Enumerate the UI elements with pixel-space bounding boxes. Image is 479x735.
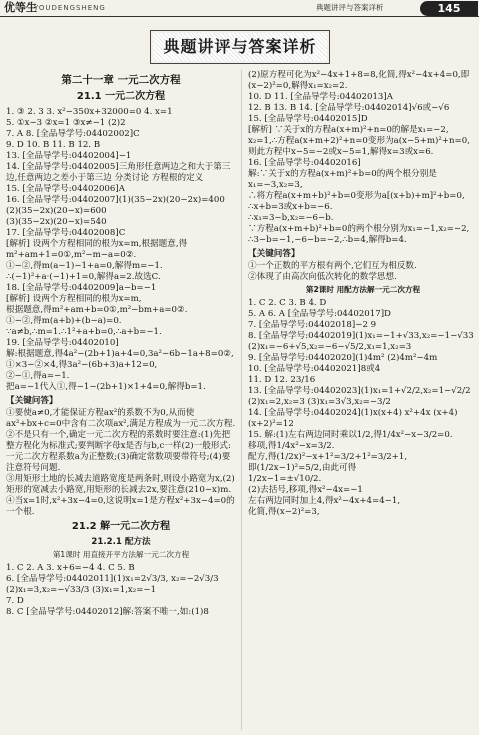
running-header bbox=[0, 0, 479, 17]
answer-line: 9. D 10. B 11. B 12. B bbox=[6, 140, 101, 151]
answer-line: (2)(35−2x)(20−x)=600 bbox=[6, 206, 107, 217]
answer-line: 14. [全品导学号:04402005]三角形任意两边之和大于第三边,任意两边之差小于第三边 分类讨论 方程根的定义 bbox=[6, 162, 231, 184]
answer-line: 15. 解:(1)左右两边同时乘以1/2,得1/4x²−x−3/2=0. bbox=[248, 429, 453, 440]
lesson-title: 第2课时 用配方法解一元二次方程 bbox=[305, 285, 421, 294]
answer-line: 7. [全品导学号:04402018]−2 9 bbox=[248, 319, 377, 330]
key-qa-list bbox=[6, 408, 236, 518]
answer-line: 9. [全品导学号:04402020](1)4m² (2)4m²−4m bbox=[248, 352, 438, 363]
answer-line: [解析] ∵关于x的方程a(x+m)²+n=0的解是x₁=−2, bbox=[248, 125, 449, 135]
answer-line: 15. [全品导学号:04402015]D bbox=[248, 114, 368, 124]
answer-line: 17. [全品导学号:04402008]C bbox=[6, 228, 126, 239]
answer-line: 19. [全品导学号:04402010] bbox=[6, 338, 119, 349]
answer-line: 10. D 11. [全品导学号:04402013]A bbox=[248, 92, 393, 102]
banner-title: 典题讲评与答案详析 bbox=[153, 33, 327, 61]
answer-line: ①−②,得m(a−1)−1+a=0,解得m=−1. bbox=[6, 261, 163, 272]
right-column bbox=[248, 70, 478, 730]
answer-line: (2)x₁=3,x₂=−√33/3 (3)x₁=1,x₂=−1 bbox=[6, 584, 157, 595]
answer-line: 把a=−1代入①,得−1−(2b+1)×1+4=0,解得b=1. bbox=[6, 382, 206, 393]
answer-line: 6. [全品导学号:04402011](1)x₁=2√3/3, x₂=−2√3/3 bbox=[6, 573, 219, 584]
answer-line: (3)(35−2x)(20−x)=540 bbox=[6, 217, 107, 228]
answer-list bbox=[6, 563, 236, 618]
answer-line: ②体现了由高次向低次转化的数学思想. bbox=[248, 272, 397, 282]
answer-line: 7. D bbox=[6, 595, 24, 606]
answer-line: (2)x₁=−6+√5,x₂=−6−√5/2,x₁=1,x₂=3 bbox=[248, 341, 412, 352]
key-qa-tag: 【关键问答】 bbox=[6, 396, 58, 407]
answer-line: ②不是只有一个,确定一元二次方程的系数时要注意:(1)先把整方程化为标准式;要判断字母x是否与b,c一样(2)一般形式:一元二次方程系数a为正整数;(3)确定常数项要带符号;(4)要注意符号问题. bbox=[6, 430, 231, 474]
answer-line: 11. D 12. 23/16 bbox=[248, 374, 316, 385]
answer-line: ②−①,得a=−1. bbox=[6, 371, 70, 382]
answer-line: [解析] 设两个方程相同的根为x=m, bbox=[6, 294, 142, 305]
answer-line: 7. A 8. [全品导学号:04402002]C bbox=[6, 129, 140, 140]
answer-line: 13. [全品导学号:04402004]−1 bbox=[6, 151, 132, 162]
answer-line: ∴(−1)²+a·(−1)+1=0,解得a=2.故选C. bbox=[6, 272, 161, 283]
brand-pinyin: YOUDENGSHENG bbox=[34, 4, 106, 12]
section-title-21-1: 21.1 一元二次方程 bbox=[76, 91, 166, 103]
answer-line: 16. [全品导学号:04402016] bbox=[248, 158, 361, 168]
answer-line: 8. [全品导学号:04402019](1)x₁=−1+√33,x₂=−1−√33 bbox=[248, 330, 474, 341]
answer-line: 配方,得(1/2x)²−x+1²=3/2+1²=3/2+1, bbox=[248, 451, 408, 462]
answer-list bbox=[248, 70, 478, 246]
answer-line: 16. [全品导学号:04402007](1)(35−2x)(20−2x)=400 bbox=[6, 195, 225, 206]
answer-line: 化简,得(x−2)²=3, bbox=[248, 506, 320, 517]
answer-line: 解:根据题意,得4a²−(2b+1)a+4=0,3a²−6b−1a+8=0②, bbox=[6, 349, 234, 360]
answer-line: ∵a≠b,∴m=1.∴1²+a+b=0,∴a+b=−1. bbox=[6, 327, 162, 338]
answer-line: ∴x+b=3或x+b=−6. bbox=[248, 202, 333, 212]
brand-logo: 优等生 bbox=[4, 1, 37, 14]
answer-line: 5. A 6. A [全品导学号:04402017]D bbox=[248, 308, 391, 319]
answer-line: 14. [全品导学号:04402024](1)x(x+4) x²+4x (x+4) (x+2)²=12 bbox=[248, 407, 458, 429]
answer-line: ④当x=1时,x²+3x−4=0,这说明x=1是方程x²+3x−4=0的一个根. bbox=[6, 496, 235, 518]
answer-line: ∴将方程a(x+m+b)²+b=0变形为a[(x+b)+m]²+b=0, bbox=[248, 191, 465, 201]
answer-line: (2)x₁=2,x₂=3 (3)x₁=3√3,x₂=−3/2 bbox=[248, 396, 391, 407]
answer-line: (2)去括号,移项,得x²−4x=−1 bbox=[248, 484, 363, 495]
answer-line: ③用矩形土地的长减去道路宽度是两条时,则设小路宽为x,(2)矩形的宽减去小路宽,用矩形的长减去2x,要注意(210−x)m. bbox=[6, 474, 235, 496]
answer-line: ①×3−②×4,得3a²−(6b+3)a+12=0, bbox=[6, 360, 158, 371]
answer-line: 5. ①x−3 ②x=1 ③x≠−1 (2)2 bbox=[6, 118, 126, 129]
answer-line: [解析] 设两个方程相同的根为x=m,根据题意,得 bbox=[6, 239, 188, 250]
chapter-title: 第二十一章 一元二次方程 bbox=[61, 74, 181, 86]
answer-line: m²+am+1=0①,m²−m−a=0②. bbox=[6, 250, 137, 261]
answer-line: 13. [全品导学号:04402023](1)x₁=1+√2/2,x₂=1−√2/2 bbox=[248, 385, 471, 396]
answer-line: 18. [全品导学号:04402009]a−b=−1 bbox=[6, 283, 157, 294]
answer-line: ∴x₁=3−b,x₂=−6−b. bbox=[248, 213, 334, 223]
section-title-21-2: 21.2 解一元二次方程 bbox=[71, 521, 171, 533]
answer-line: ①要使a≠0,才能保证方程ax²的系数不为0,从而使ax²+bx+c=0中含有二次项ax²,满足方程成为一元二次方程. bbox=[6, 408, 236, 430]
answer-line: x₂=1,∴方程a(x+m+2)²+n=0变形为a(x−5+m)²+n=0,则此方程中x−5=−2或x−5=1,解得x=3或x=6. bbox=[248, 136, 470, 157]
answer-line: ①−②,得m(a+b)+(b−a)=0. bbox=[6, 316, 122, 327]
answer-line: ∴3−b=−1,−6−b=−2,∴b=4,解得b=4. bbox=[248, 235, 407, 245]
key-qa-tag: 【关键问答】 bbox=[248, 249, 300, 259]
answer-line: ∵方程a(x+m+b)²+b=0的两个根分别为x₁=−1,x₂=−2, bbox=[248, 224, 470, 234]
answer-line: 1. C 2. C 3. B 4. D bbox=[248, 297, 327, 308]
answer-line: 根据题意,得m²+am+b=0①,m²−bm+a=0②. bbox=[6, 305, 188, 316]
answer-line: ①一个正数的平方根有两个,它们互为相反数. bbox=[248, 261, 417, 271]
answer-line: 12. B 13. B 14. [全品导学号:04402014]√6或−√6 bbox=[248, 103, 450, 113]
answer-line: 1. C 2. A 3. x+6=−4 4. C 5. B bbox=[6, 562, 135, 573]
answer-line: 8. C [全品导学号:04402012]解:答案不唯一,如:(1)8 bbox=[6, 606, 209, 617]
answer-line: 15. [全品导学号:04402006]A bbox=[6, 184, 125, 195]
answer-line: 移项,得1/4x²−x=3/2. bbox=[248, 440, 335, 451]
answer-list bbox=[248, 298, 478, 518]
column-divider bbox=[241, 70, 242, 730]
subsection-title: 21.2.1 配方法 bbox=[91, 537, 151, 548]
answer-line: 1/2x−1=±√10/2. bbox=[248, 473, 322, 484]
answer-line: 10. [全品导学号:04402021]8或4 bbox=[248, 363, 381, 374]
page-number: 145 bbox=[420, 1, 478, 16]
left-column bbox=[6, 70, 236, 730]
answer-list bbox=[6, 107, 236, 393]
running-title: 典题讲评与答案详析 bbox=[316, 3, 384, 12]
answer-line: 解:∵关于x的方程a(x+m)²+b=0的两个根分别是x₁=−3,x₂=3, bbox=[248, 169, 437, 190]
key-qa-list bbox=[248, 261, 478, 283]
answer-line: 1. ③ 2. 3 3. x²−350x+32000=0 4. x=1 bbox=[6, 107, 173, 118]
answer-line: 左右两边同时加上4,得x²−4x+4=4−1, bbox=[248, 495, 401, 506]
lesson-title: 第1课时 用直接开平方法解一元二次方程 bbox=[52, 550, 190, 560]
answer-line: 即(1/2x−1)²=5/2,由此可得 bbox=[248, 462, 357, 473]
answer-line: (2)原方程可化为x²−4x+1+8=8,化简,得x²−4x+4=0,即(x−2)²=0,解得x₁=x₂=2. bbox=[248, 70, 470, 91]
section-banner bbox=[150, 30, 330, 64]
